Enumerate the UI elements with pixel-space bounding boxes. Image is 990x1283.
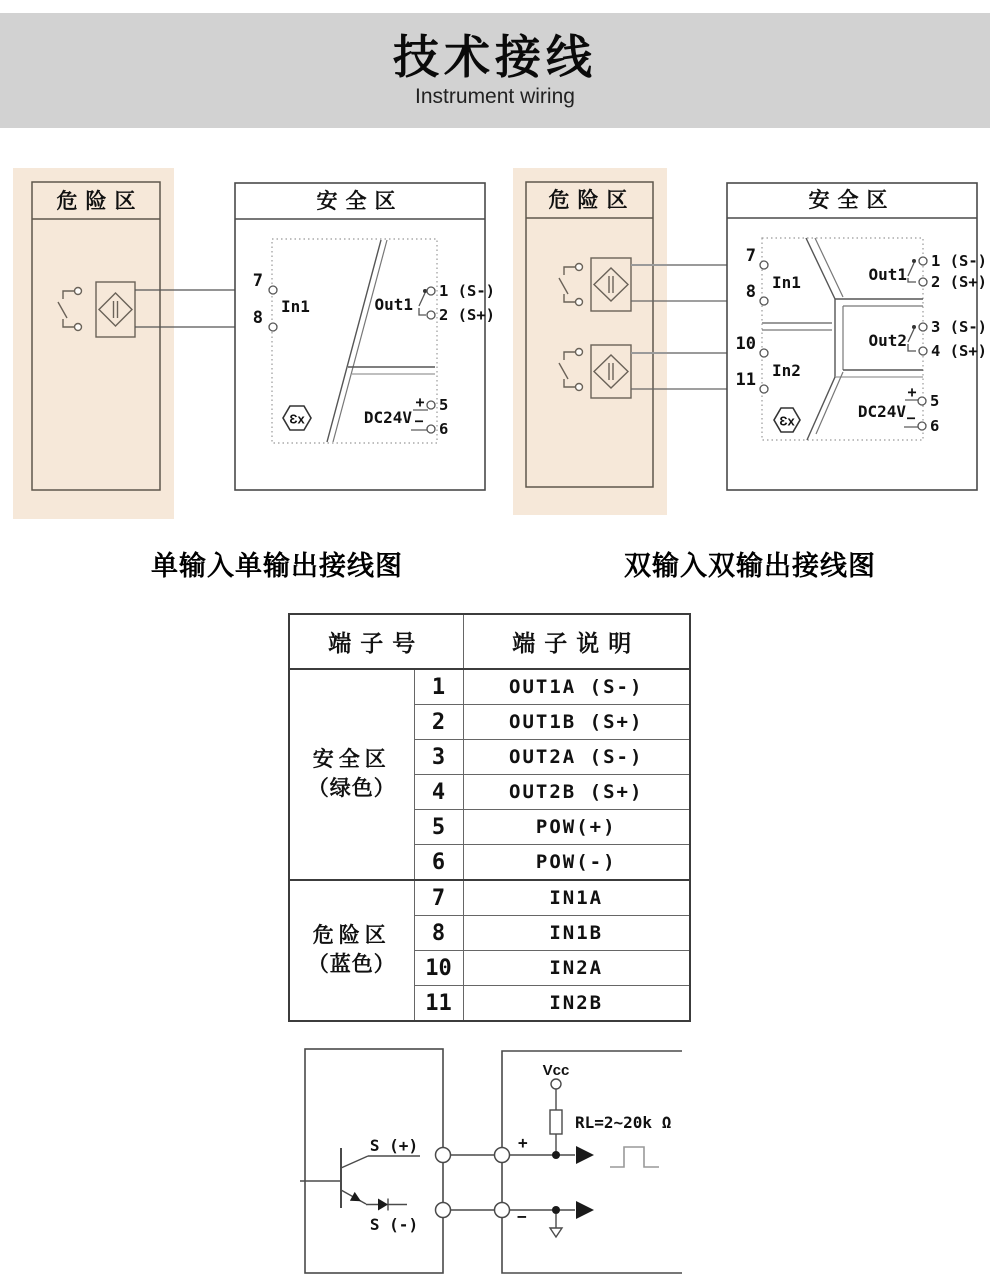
terminal-desc: POW(+) bbox=[463, 810, 690, 845]
in2-label: In2 bbox=[772, 361, 801, 380]
single-io-wiring-diagram bbox=[0, 160, 500, 540]
terminal-desc: OUT2A (S-) bbox=[463, 740, 690, 775]
terminal-num: 8 bbox=[414, 916, 463, 951]
in1-label: In1 bbox=[281, 297, 310, 316]
terminal-desc: IN2B bbox=[463, 986, 690, 1022]
terminal-desc: OUT1A (S-) bbox=[463, 669, 690, 705]
load-side-box bbox=[502, 1051, 682, 1273]
terminal-2-label: 2 (S+) bbox=[931, 273, 987, 291]
plus-mark: + bbox=[518, 1133, 528, 1152]
group-sublabel: （绿色） bbox=[307, 776, 396, 800]
terminal-1-label: 1 (S-) bbox=[439, 282, 495, 300]
terminal-desc: IN1B bbox=[463, 916, 690, 951]
hazard-zone-title: 危险区 bbox=[56, 190, 144, 213]
table-row bbox=[289, 669, 690, 705]
terminal-num: 10 bbox=[414, 951, 463, 986]
terminal-5-label: 5 bbox=[439, 396, 449, 414]
terminal-10-label: 10 bbox=[735, 334, 756, 354]
terminal-desc: OUT2B (S+) bbox=[463, 775, 690, 810]
group-label: 危险区 bbox=[312, 924, 391, 948]
signal-output-plus bbox=[510, 1146, 660, 1167]
safe-zone-box bbox=[727, 183, 977, 490]
terminal-circles bbox=[436, 1148, 510, 1218]
terminal-num: 6 bbox=[414, 845, 463, 881]
col-terminal-number: 端子号 bbox=[289, 614, 463, 669]
sensor-side-box bbox=[305, 1049, 443, 1273]
col-terminal-desc: 端子说明 bbox=[463, 614, 690, 669]
table-header-row bbox=[289, 614, 690, 669]
group-safe-zone bbox=[289, 669, 414, 880]
s-plus-label: S (+) bbox=[369, 1136, 419, 1155]
page-title: 技术接线 bbox=[393, 31, 597, 84]
safe-zone-title: 安全区 bbox=[316, 190, 404, 213]
terminal-desc: IN2A bbox=[463, 951, 690, 986]
plus-mark: + bbox=[907, 383, 917, 401]
in1-label: In1 bbox=[772, 273, 801, 292]
terminal-8-label: 8 bbox=[252, 308, 263, 328]
terminal-8-label: 8 bbox=[745, 282, 756, 302]
hazard-zone-title: 危险区 bbox=[548, 189, 636, 212]
terminal-2-label: 2 (S+) bbox=[439, 306, 495, 324]
single-io-caption: 单输入单输出接线图 bbox=[151, 551, 403, 581]
terminal-5-label: 5 bbox=[930, 392, 940, 410]
terminal-num: 3 bbox=[414, 740, 463, 775]
out1-label: Out1 bbox=[374, 295, 413, 314]
page-subtitle: Instrument wiring bbox=[415, 84, 575, 108]
terminal-6-label: 6 bbox=[439, 420, 449, 438]
rl-value-label: RL=2~20k Ω bbox=[575, 1113, 672, 1132]
dc24v-label: DC24V bbox=[363, 408, 412, 427]
terminal-1-label: 1 (S-) bbox=[931, 252, 987, 270]
transistor-symbol bbox=[300, 1148, 420, 1211]
output-circuit-diagram bbox=[290, 1040, 740, 1283]
terminal-num: 5 bbox=[414, 810, 463, 845]
minus-mark: − bbox=[414, 412, 424, 430]
minus-mark: − bbox=[517, 1207, 527, 1226]
group-label: 安全区 bbox=[312, 748, 391, 772]
terminal-desc: OUT1B (S+) bbox=[463, 705, 690, 740]
s-minus-label: S (-) bbox=[369, 1215, 419, 1234]
out1-label: Out1 bbox=[868, 265, 907, 284]
plus-mark: + bbox=[415, 393, 425, 411]
minus-mark: − bbox=[906, 409, 916, 427]
safe-zone-title: 安全区 bbox=[808, 189, 896, 212]
ex-icon: Ɛx bbox=[779, 413, 795, 429]
terminal-num: 7 bbox=[414, 880, 463, 916]
hazard-zone-background bbox=[13, 168, 174, 519]
arrow-icon bbox=[576, 1146, 594, 1164]
pulse-waveform-icon bbox=[610, 1147, 659, 1167]
dual-io-caption: 双输入双输出接线图 bbox=[624, 551, 876, 581]
terminal-num: 4 bbox=[414, 775, 463, 810]
terminal-desc: IN1A bbox=[463, 880, 690, 916]
arrow-icon bbox=[576, 1201, 594, 1219]
out2-label: Out2 bbox=[868, 331, 907, 350]
terminal-num: 11 bbox=[414, 986, 463, 1022]
terminal-7-label: 7 bbox=[745, 246, 756, 266]
terminal-table bbox=[288, 613, 691, 1022]
terminal-4-label: 4 (S+) bbox=[931, 342, 987, 360]
dc24v-label: DC24V bbox=[857, 402, 906, 421]
terminal-desc: POW(-) bbox=[463, 845, 690, 881]
pullup-resistor bbox=[543, 1062, 672, 1152]
group-hazard-zone bbox=[289, 880, 414, 1021]
terminal-3-label: 3 (S-) bbox=[931, 318, 987, 336]
terminal-6-label: 6 bbox=[930, 417, 940, 435]
hazard-zone-background bbox=[513, 168, 667, 515]
ex-icon: Ɛx bbox=[289, 411, 305, 427]
terminal-num: 1 bbox=[414, 669, 463, 705]
group-sublabel: （蓝色） bbox=[307, 952, 396, 976]
terminal-7-label: 7 bbox=[252, 271, 263, 291]
interconnect-wires bbox=[451, 1155, 495, 1210]
ground-icon bbox=[550, 1228, 562, 1237]
header-band bbox=[0, 13, 990, 128]
vcc-label: Vcc bbox=[542, 1062, 570, 1079]
terminal-11-label: 11 bbox=[735, 370, 756, 390]
terminal-num: 2 bbox=[414, 705, 463, 740]
dual-io-wiring-diagram bbox=[500, 160, 990, 540]
table-row bbox=[289, 880, 690, 916]
